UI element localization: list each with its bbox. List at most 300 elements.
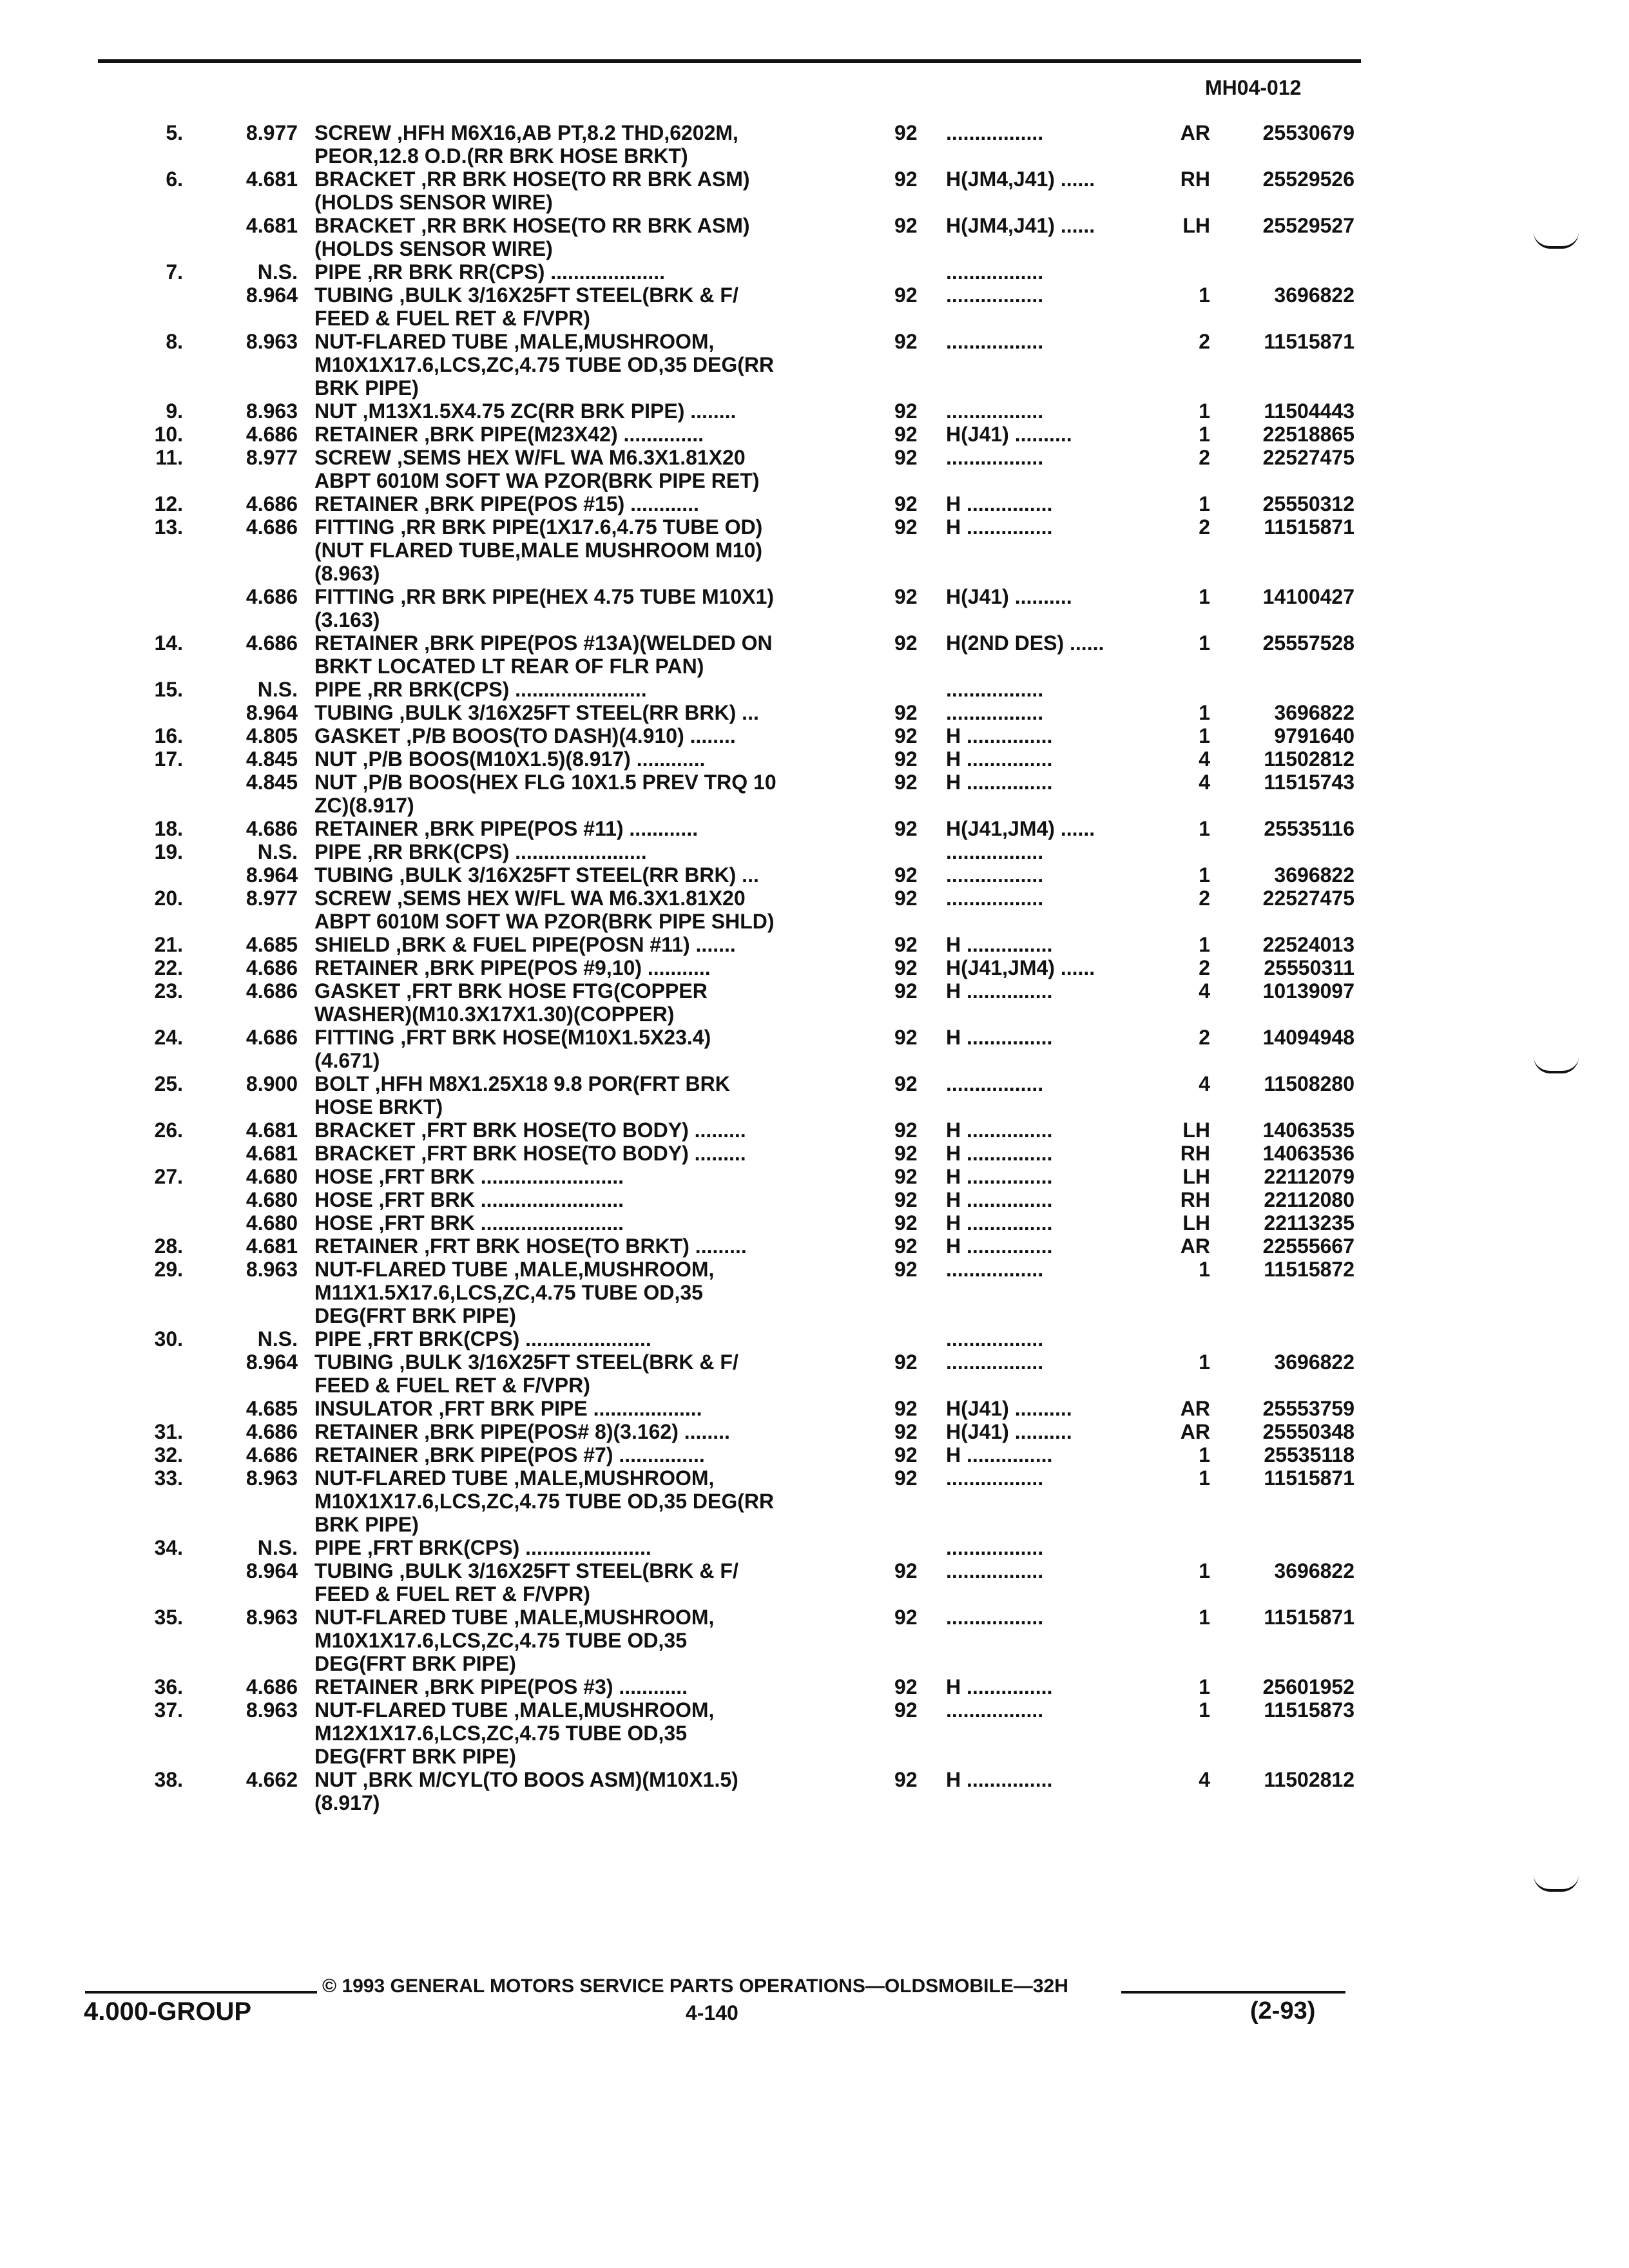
part-number: 25535118 (1264, 1443, 1354, 1466)
description-text: ,RR BRK PIPE(HEX 4.75 TUBE M10X1) (394, 585, 775, 608)
description-line (314, 1026, 836, 1049)
group-code: 4.681 (246, 1119, 298, 1142)
group-code: 8.963 (246, 330, 298, 353)
reference-number: 10. (154, 423, 183, 446)
model-year: 92 (894, 1258, 918, 1281)
part-name: NUT-FLARED TUBE (314, 1466, 508, 1490)
reference-number: 31. (154, 1420, 183, 1443)
description-line (314, 1443, 836, 1466)
part-number: 25530679 (1262, 121, 1354, 144)
description-text: ,MALE,MUSHROOM, (508, 330, 715, 353)
part-row (0, 168, 1629, 214)
description-text: ,P/B BOOS(TO DASH)(4.910) ........ (400, 724, 736, 747)
option-code: H ............... (946, 771, 1053, 794)
description-text: ,BRK PIPE(POS# 8)(3.162) ........ (418, 1420, 730, 1443)
part-number: 11504443 (1264, 399, 1354, 423)
part-name: NUT (314, 399, 357, 423)
model-year: 92 (894, 214, 918, 237)
model-year: 92 (894, 771, 918, 794)
part-description (314, 446, 836, 492)
option-code: H(J41) .......... (946, 423, 1072, 446)
part-description (314, 1536, 836, 1559)
model-year: 92 (894, 423, 918, 446)
quantity: 2 (1199, 887, 1210, 910)
option-code: H ............... (946, 492, 1053, 515)
reference-number: 30. (154, 1327, 183, 1350)
description-line (314, 353, 836, 376)
description-line (314, 214, 836, 237)
part-row (0, 1675, 1629, 1698)
reference-number: 26. (154, 1119, 183, 1142)
model-year: 92 (894, 284, 918, 307)
group-code: 4.681 (246, 168, 298, 191)
quantity: AR (1180, 1397, 1210, 1420)
part-number: 25601952 (1262, 1675, 1354, 1698)
group-code: 4.685 (246, 1397, 298, 1420)
part-description (314, 399, 836, 423)
part-description (314, 1675, 836, 1698)
part-name: HOSE (314, 1188, 373, 1211)
description-text: ,FRT BRK HOSE FTG(COPPER (400, 979, 708, 1003)
part-name: GASKET (314, 979, 401, 1003)
quantity: 1 (1199, 399, 1210, 423)
model-year: 92 (894, 1350, 918, 1374)
reference-number: 28. (154, 1235, 183, 1258)
option-code: ................. (946, 1258, 1044, 1281)
part-name: RETAINER (314, 1443, 419, 1466)
part-number: 10139097 (1262, 979, 1354, 1003)
description-text: FEED & FUEL RET & F/VPR) (314, 307, 590, 330)
option-code: ................. (946, 121, 1044, 144)
description-line (314, 910, 836, 933)
part-name: PIPE (314, 840, 361, 863)
model-year: 92 (894, 724, 918, 747)
part-row (0, 1327, 1629, 1350)
part-number: 25553759 (1262, 1397, 1354, 1420)
option-code: ................. (946, 1606, 1044, 1629)
quantity: 4 (1199, 979, 1210, 1003)
option-code: ................. (946, 1559, 1044, 1582)
description-text: ,FRT BRK ......................... (372, 1211, 624, 1235)
option-code: H(J41) .......... (946, 1397, 1072, 1420)
model-year: 92 (894, 747, 918, 771)
reference-number: 13. (154, 515, 183, 539)
description-line (314, 863, 836, 887)
description-line (314, 260, 836, 284)
reference-number: 19. (154, 840, 183, 863)
part-row (0, 933, 1629, 956)
group-code: 4.680 (246, 1188, 298, 1211)
description-text: ,BULK 3/16X25FT STEEL(BRK & F/ (393, 1350, 738, 1374)
description-line (314, 1119, 836, 1142)
quantity: RH (1180, 1142, 1210, 1165)
model-year: 92 (894, 887, 918, 910)
description-text: BRK PIPE) (314, 376, 419, 399)
group-code: 4.681 (246, 1235, 298, 1258)
description-line (314, 1559, 836, 1582)
description-text: ,SEMS HEX W/FL WA M6.3X1.81X20 (391, 446, 746, 469)
description-text: ,HFH M8X1.25X18 9.8 POR(FRT BRK (369, 1072, 730, 1095)
part-row (0, 771, 1629, 817)
description-line (314, 933, 836, 956)
part-name: RETAINER (314, 1675, 419, 1698)
part-name: NUT-FLARED TUBE (314, 330, 508, 353)
part-description (314, 724, 836, 747)
revision-date: (2-93) (1250, 1997, 1316, 2024)
model-year: 92 (894, 330, 918, 353)
part-number: 22112080 (1264, 1188, 1354, 1211)
description-line (314, 1350, 836, 1374)
model-year: 92 (894, 399, 918, 423)
part-row (0, 399, 1629, 423)
part-description (314, 260, 836, 284)
option-code: ................. (946, 863, 1044, 887)
part-name: BRACKET (314, 1142, 416, 1165)
part-name: SCREW (314, 887, 392, 910)
part-description (314, 840, 836, 863)
group-code: N.S. (257, 1327, 298, 1350)
part-number: 25529526 (1262, 168, 1354, 191)
part-number: 25550312 (1262, 492, 1354, 515)
option-code: H ............... (946, 1165, 1053, 1188)
description-line (314, 1235, 836, 1258)
option-code: H ............... (946, 1119, 1053, 1142)
part-name: BRACKET (314, 214, 416, 237)
description-text: ,FRT BRK HOSE(TO BODY) ......... (415, 1142, 746, 1165)
model-year: 92 (894, 446, 918, 469)
description-text: M11X1.5X17.6,LCS,ZC,4.75 TUBE OD,35 (314, 1281, 703, 1304)
option-code: H(J41,JM4) ...... (946, 956, 1095, 979)
part-number: 25550348 (1262, 1420, 1354, 1443)
description-line (314, 1142, 836, 1165)
model-year: 92 (894, 956, 918, 979)
part-row (0, 1235, 1629, 1258)
part-number: 14100427 (1262, 585, 1354, 608)
description-line (314, 747, 836, 771)
part-name: TUBING (314, 284, 394, 307)
description-text: (3.163) (314, 608, 380, 631)
part-row (0, 887, 1629, 933)
description-line (314, 724, 836, 747)
option-code: ................. (946, 887, 1044, 910)
part-description (314, 1258, 836, 1327)
description-text: ,RR BRK HOSE(TO RR BRK ASM) (415, 168, 750, 191)
part-row (0, 701, 1629, 724)
reference-number: 5. (166, 121, 183, 144)
description-line (314, 191, 836, 214)
part-name: BOLT (314, 1072, 369, 1095)
description-line (314, 1072, 836, 1095)
part-name: TUBING (314, 701, 394, 724)
part-row (0, 1397, 1629, 1420)
reference-number: 20. (154, 887, 183, 910)
part-row (0, 1142, 1629, 1165)
part-number: 11515871 (1264, 515, 1354, 539)
description-line (314, 1698, 836, 1722)
part-name: NUT-FLARED TUBE (314, 1698, 508, 1722)
group-code: 4.681 (246, 1142, 298, 1165)
part-row (0, 1559, 1629, 1606)
option-code: H ............... (946, 724, 1053, 747)
model-year: 92 (894, 1235, 918, 1258)
part-description (314, 1188, 836, 1211)
description-line (314, 1745, 836, 1768)
part-number: 11515743 (1264, 771, 1354, 794)
description-line (314, 330, 836, 353)
part-description (314, 168, 836, 214)
description-text: ,BRK PIPE(POS #7) ............... (418, 1443, 705, 1466)
part-name: GASKET (314, 724, 401, 747)
model-year: 92 (894, 1026, 918, 1049)
group-code: 8.963 (246, 1258, 298, 1281)
quantity: 1 (1199, 701, 1210, 724)
model-year: 92 (894, 701, 918, 724)
option-code: ................. (946, 1072, 1044, 1095)
description-text: ,RR BRK(CPS) ....................... (361, 678, 647, 701)
part-name: RETAINER (314, 492, 419, 515)
option-code: H(J41) .......... (946, 585, 1072, 608)
part-number: 11502812 (1264, 1768, 1354, 1791)
description-line (314, 840, 836, 863)
part-description (314, 1165, 836, 1188)
part-description (314, 863, 836, 887)
quantity: AR (1180, 121, 1210, 144)
quantity: 1 (1199, 1350, 1210, 1374)
part-row (0, 956, 1629, 979)
footer-rule-left (85, 1991, 317, 1994)
description-text: BRKT LOCATED LT REAR OF FLR PAN) (314, 655, 704, 678)
quantity: 1 (1199, 933, 1210, 956)
description-text: HOSE BRKT) (314, 1095, 443, 1119)
part-number: 9791640 (1274, 724, 1354, 747)
model-year: 92 (894, 1165, 918, 1188)
part-number: 25557528 (1262, 631, 1354, 655)
quantity: LH (1182, 214, 1210, 237)
option-code: ................. (946, 399, 1044, 423)
part-row (0, 863, 1629, 887)
description-line (314, 121, 836, 144)
description-line (314, 1397, 836, 1420)
part-row (0, 1188, 1629, 1211)
reference-number: 15. (154, 678, 183, 701)
part-description (314, 214, 836, 260)
description-line (314, 701, 836, 724)
model-year: 92 (894, 817, 918, 840)
model-year: 92 (894, 1675, 918, 1698)
option-code: H ............... (946, 1675, 1053, 1698)
part-description (314, 515, 836, 585)
part-name: FITTING (314, 585, 395, 608)
reference-number: 16. (154, 724, 183, 747)
quantity: 1 (1199, 1606, 1210, 1629)
part-name: RETAINER (314, 423, 419, 446)
group-code: 4.662 (246, 1768, 298, 1791)
description-text: ,BRK PIPE(POS #9,10) ........... (418, 956, 711, 979)
part-description (314, 678, 836, 701)
description-text: ,BULK 3/16X25FT STEEL(RR BRK) ... (393, 701, 759, 724)
part-name: HOSE (314, 1165, 373, 1188)
description-text: ,BULK 3/16X25FT STEEL(BRK & F/ (393, 284, 738, 307)
group-code: 8.963 (246, 399, 298, 423)
part-row (0, 260, 1629, 284)
part-description (314, 747, 836, 771)
quantity: LH (1182, 1211, 1210, 1235)
quantity: 1 (1199, 1258, 1210, 1281)
group-code: 4.686 (246, 1420, 298, 1443)
option-code: ................. (946, 260, 1044, 284)
description-line (314, 608, 836, 631)
part-row (0, 1211, 1629, 1235)
part-row (0, 1026, 1629, 1072)
description-text: ,M13X1.5X4.75 ZC(RR BRK PIPE) ........ (356, 399, 737, 423)
quantity: 2 (1199, 515, 1210, 539)
description-line (314, 1466, 836, 1490)
description-line (314, 1188, 836, 1211)
quantity: 1 (1199, 1698, 1210, 1722)
model-year: 92 (894, 863, 918, 887)
description-line (314, 817, 836, 840)
group-code: 8.900 (246, 1072, 298, 1095)
group-code: 4.686 (246, 817, 298, 840)
part-description (314, 1443, 836, 1466)
part-row (0, 747, 1629, 771)
description-line (314, 515, 836, 539)
option-code: ................. (946, 284, 1044, 307)
description-text: ,BRK PIPE(POS #15) ............ (418, 492, 699, 515)
option-code: H(JM4,J41) ...... (946, 214, 1095, 237)
model-year: 92 (894, 168, 918, 191)
part-row (0, 1768, 1629, 1814)
group-code: 4.686 (246, 1026, 298, 1049)
group-code: 4.845 (246, 747, 298, 771)
part-number: 11515871 (1264, 330, 1354, 353)
model-year: 92 (894, 1559, 918, 1582)
model-year: 92 (894, 1211, 918, 1235)
reference-number: 18. (154, 817, 183, 840)
group-code: 4.686 (246, 515, 298, 539)
part-row (0, 1165, 1629, 1188)
model-year: 92 (894, 1768, 918, 1791)
part-number: 22518865 (1262, 423, 1354, 446)
group-code: N.S. (257, 260, 298, 284)
part-name: NUT-FLARED TUBE (314, 1258, 508, 1281)
option-code: H ............... (946, 1211, 1053, 1235)
part-description (314, 1235, 836, 1258)
quantity: 1 (1199, 492, 1210, 515)
description-line (314, 1490, 836, 1513)
description-text: WASHER)(M10.3X17X1.30)(COPPER) (314, 1003, 675, 1026)
part-description (314, 631, 836, 678)
reference-number: 11. (155, 446, 183, 469)
reference-number: 36. (154, 1675, 183, 1698)
part-number: 25535116 (1264, 817, 1354, 840)
description-line (314, 1049, 836, 1072)
quantity: 2 (1199, 1026, 1210, 1049)
option-code: H(JM4,J41) ...... (946, 168, 1095, 191)
group-code: 4.685 (246, 933, 298, 956)
model-year: 92 (894, 933, 918, 956)
model-year: 92 (894, 1606, 918, 1629)
part-name: FITTING (314, 515, 395, 539)
part-number: 3696822 (1274, 863, 1354, 887)
model-year: 92 (894, 492, 918, 515)
part-description (314, 1350, 836, 1397)
option-code: ................. (946, 1327, 1044, 1350)
model-year: 92 (894, 1119, 918, 1142)
part-name: RETAINER (314, 817, 419, 840)
part-number: 11508280 (1264, 1072, 1354, 1095)
part-name: NUT (314, 771, 357, 794)
description-text: ,FRT BRK HOSE(TO BRKT) ......... (418, 1235, 747, 1258)
option-code: H ............... (946, 515, 1053, 539)
reference-number: 21. (154, 933, 183, 956)
reference-number: 22. (154, 956, 183, 979)
part-number: 25529527 (1262, 214, 1354, 237)
part-description (314, 492, 836, 515)
part-description (314, 1026, 836, 1072)
description-line (314, 1258, 836, 1281)
quantity: 2 (1199, 330, 1210, 353)
part-description (314, 1420, 836, 1443)
option-code: ................. (946, 1698, 1044, 1722)
quantity: 1 (1199, 1675, 1210, 1698)
group-code: 4.686 (246, 1675, 298, 1698)
quantity: RH (1180, 168, 1210, 191)
description-text: ,SEMS HEX W/FL WA M6.3X1.81X20 (391, 887, 746, 910)
description-line (314, 237, 836, 260)
description-text: M12X1X17.6,LCS,ZC,4.75 TUBE OD,35 (314, 1722, 687, 1745)
group-code: 8.963 (246, 1466, 298, 1490)
quantity: 1 (1199, 817, 1210, 840)
part-description (314, 1142, 836, 1165)
part-row (0, 840, 1629, 863)
group-code: 8.964 (246, 1559, 298, 1582)
quantity: 1 (1199, 1466, 1210, 1490)
reference-number: 17. (154, 747, 183, 771)
option-code: H(J41,JM4) ...... (946, 817, 1095, 840)
group-code: 4.686 (246, 492, 298, 515)
reference-number: 12. (154, 492, 183, 515)
description-text: PEOR,12.8 O.D.(RR BRK HOSE BRKT) (314, 144, 688, 168)
part-description (314, 330, 836, 399)
description-line (314, 376, 836, 399)
description-text: ,BRK PIPE(M23X42) .............. (418, 423, 704, 446)
description-line (314, 979, 836, 1003)
part-description (314, 1606, 836, 1675)
model-year: 92 (894, 1072, 918, 1095)
part-name: PIPE (314, 678, 361, 701)
description-line (314, 1513, 836, 1536)
model-year: 92 (894, 631, 918, 655)
part-description (314, 1397, 836, 1420)
part-name: TUBING (314, 863, 394, 887)
part-description (314, 585, 836, 631)
part-name: INSULATOR (314, 1397, 433, 1420)
group-code: 8.964 (246, 284, 298, 307)
description-text: ,FRT BRK PIPE ................... (432, 1397, 702, 1420)
part-number: 14063536 (1262, 1142, 1354, 1165)
description-line (314, 1211, 836, 1235)
description-line (314, 399, 836, 423)
reference-number: 25. (154, 1072, 183, 1095)
part-row (0, 585, 1629, 631)
group-code: 4.680 (246, 1165, 298, 1188)
model-year: 92 (894, 1698, 918, 1722)
option-code: H ............... (946, 747, 1053, 771)
part-number: 14094948 (1262, 1026, 1354, 1049)
part-description (314, 1119, 836, 1142)
description-line (314, 794, 836, 817)
